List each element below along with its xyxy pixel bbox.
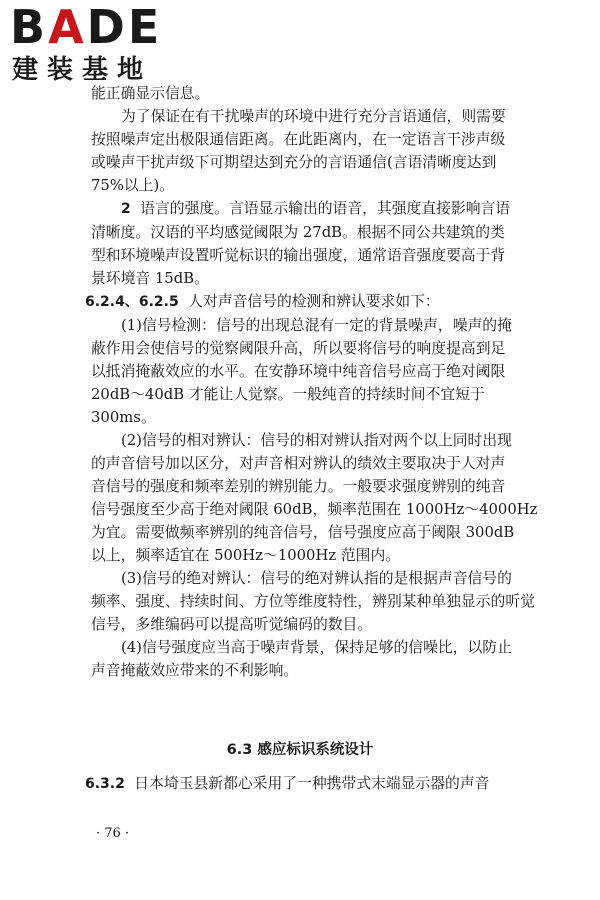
text-line: 景环境音 15dB。	[91, 270, 209, 287]
text-line: 为了保证在有干扰噪声的环境中进行充分言语通信，则需要	[121, 108, 506, 125]
logo-wordmark: BADE	[10, 0, 163, 54]
clause-number: 6.3.2	[85, 776, 125, 792]
text-line: 6.3.2 日本埼玉县新都心采用了一种携带式末端显示器的声音	[85, 775, 490, 792]
text-line: (1)信号检测：信号的出现总混有一定的背景噪声，噪声的掩	[121, 317, 512, 334]
text-line: 或噪声干扰声级下可期望达到充分的言语通信(言语清晰度达到	[91, 154, 497, 171]
text-line: 6.2.4、6.2.5 人对声音信号的检测和辨认要求如下：	[85, 293, 440, 310]
logo-subtitle: 建装基地	[12, 55, 153, 85]
text-line: 音信号的强度和频率差别的辨别能力。一般要求强度辨别的纯音	[91, 478, 506, 495]
text-line: 型和环境噪声设置听觉标识的输出强度，通常语音强度要高于背	[91, 247, 506, 264]
text-line: (3)信号的绝对辨认：信号的绝对辨认指的是根据声音信号的	[121, 570, 512, 587]
brand-logo	[10, 0, 180, 88]
text-line: 蔽作用会使信号的觉察阈限升高，所以要将信号的响度提高到足	[91, 340, 506, 357]
text-line: 为宜。需要做频率辨别的纯音信号，信号强度应高于阈限 300dB	[91, 524, 515, 541]
text-line: 以上，频率适宜在 500Hz～1000Hz 范围内。	[91, 547, 401, 564]
text-line: 信号强度至少高于绝对阈限 60dB，频率范围在 1000Hz～4000Hz	[91, 501, 538, 518]
text-line: 300ms。	[91, 409, 156, 426]
body-text-block-2	[85, 772, 540, 796]
section-title: 6.3 感应标识系统设计	[226, 742, 374, 758]
text-line: 以抵消掩蔽效应的水平。在安静环境中纯音信号应高于绝对阈限	[91, 363, 506, 380]
item-number: 2	[121, 201, 131, 217]
clause-number: 6.2.4、6.2.5	[85, 294, 179, 310]
text-line: (4)信号强度应当高于噪声背景，保持足够的信噪比，以防止	[121, 639, 512, 656]
page-number: · 76 ·	[96, 826, 130, 841]
text-line: 的声音信号加以区分，对声音相对辨认的绩效主要取决于人对声	[91, 455, 506, 472]
text-line: 20dB～40dB 才能让人觉察。一般纯音的持续时间不宜短于	[91, 386, 485, 403]
text-line: 声音掩蔽效应带来的不利影响。	[91, 662, 299, 679]
text-line: 频率、强度、持续时间、方位等维度特性，辨别某种单独显示的听觉	[91, 593, 535, 610]
text-line: 信号，多维编码可以提高听觉编码的数目。	[91, 616, 373, 633]
text-line: 清晰度。汉语的平均感觉阈限为 27dB。根据不同公共建筑的类	[91, 224, 505, 241]
text-line: 2 语言的强度。言语显示输出的语音，其强度直接影响言语	[121, 200, 511, 217]
body-text-block-1	[85, 82, 546, 682]
text-line: 75%以上)。	[91, 177, 175, 194]
text-line: 能正确显示信息。	[91, 85, 210, 102]
text-line: (2)信号的相对辨认：信号的相对辨认指对两个以上同时出现	[121, 432, 512, 449]
text-line: 按照噪声定出极限通信距离。在此距离内，在一定语言干涉声级	[91, 131, 506, 148]
